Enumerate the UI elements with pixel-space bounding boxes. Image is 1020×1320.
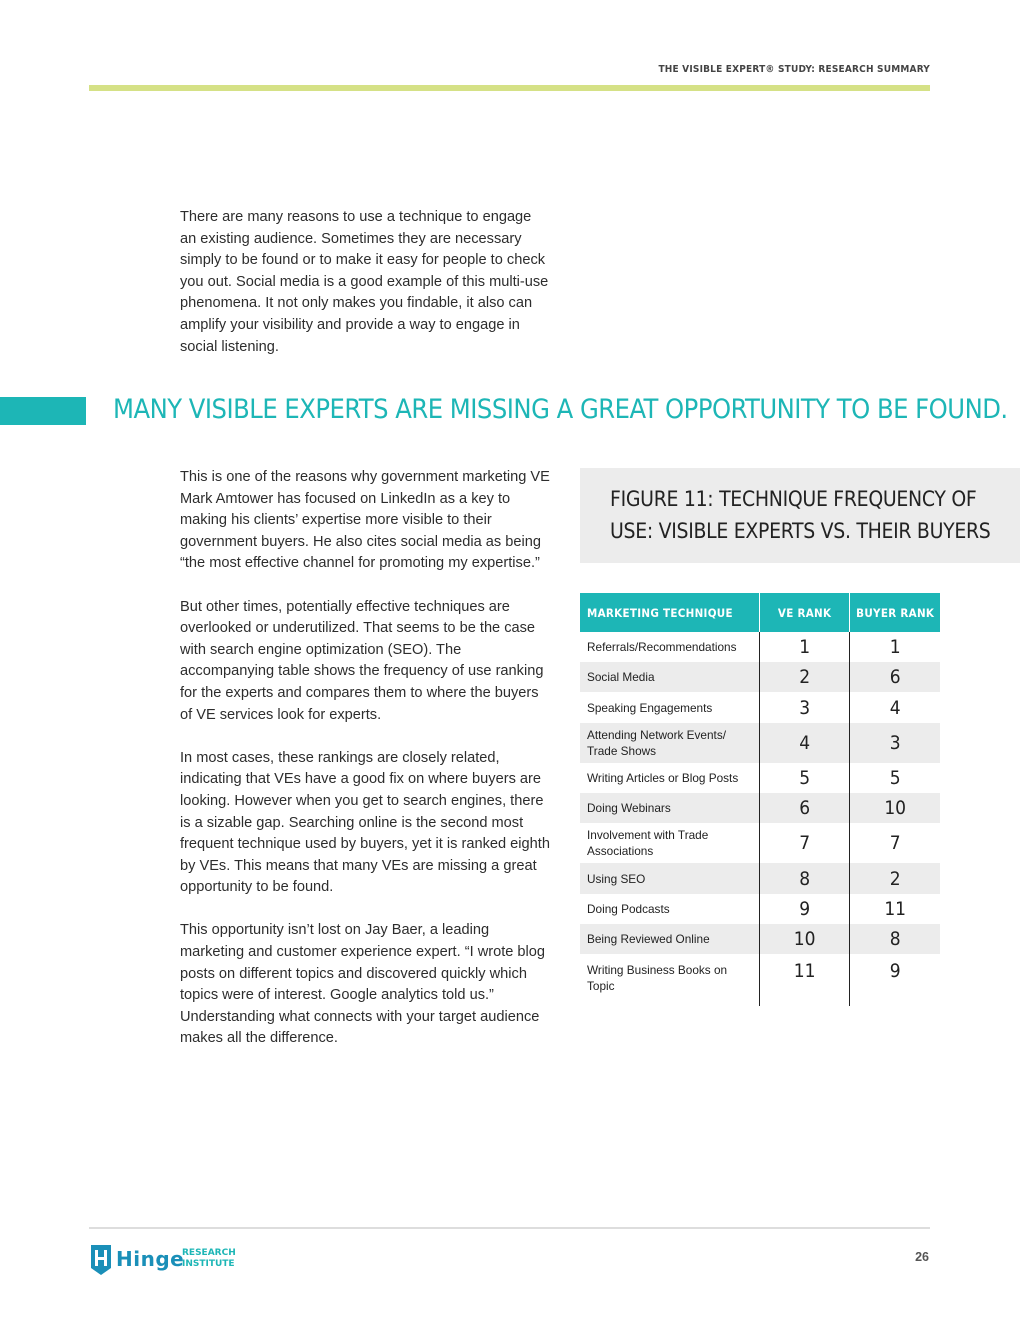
header-rule [89, 85, 930, 91]
technique-cell: Referrals/Recommendations [587, 640, 737, 654]
ve-rank-cell: 5 [759, 763, 850, 793]
technique-cell: Involvement with Trade Associations [587, 828, 709, 858]
technique-cell: Being Reviewed Online [580, 924, 759, 954]
technique-cell: Doing Podcasts [587, 902, 670, 916]
footer-rule [89, 1227, 930, 1229]
buyer-rank-cell: 10 [850, 793, 940, 823]
figure-title: FIGURE 11: TECHNIQUE FREQUENCY OF USE: VISIBLE EXPERTS VS. THEIR BUYERS [610, 487, 991, 543]
intro-paragraph: There are many reasons to use a technique to engage an existing audience. Sometimes they are necessary simply to be found or to make it easy for people to check you out. Social media is a good example of this multi-use phenomena. It not only makes you findable, it also can amplify your visibility and provide a way to engage in social listening. [180, 209, 549, 355]
buyer-rank-cell: 11 [850, 894, 940, 924]
technique-cell: Writing Business Books on Topic [587, 963, 728, 993]
ve-rank-cell: 4 [759, 723, 850, 763]
technique-cell: Writing Articles or Blog Posts [587, 771, 739, 785]
heading-accent-bar [0, 397, 86, 425]
buyer-rank-cell: 1 [850, 632, 940, 662]
ve-rank-cell: 7 [759, 823, 850, 863]
table-row [580, 894, 940, 924]
logo-subtitle-line: RESEARCH [182, 1248, 236, 1258]
hinge-shield-icon [90, 1244, 112, 1276]
table-row [580, 763, 940, 793]
body-paragraph: But other times, potentially effective techniques are overlooked or underutilized. That seems to be the case with search engine optimization (SEO). The accompanying table shows the frequency of use ranking for the experts and compares them to where the buyers of VE services look for experts. [180, 598, 544, 723]
ve-rank-cell: 8 [759, 863, 850, 894]
running-header: THE VISIBLE EXPERT® STUDY: RESEARCH SUMMARY [658, 64, 930, 75]
logo-subtitle-line: INSTITUTE [182, 1259, 235, 1269]
column-header-technique: MARKETING TECHNIQUE [580, 593, 759, 632]
ve-rank-cell: 6 [759, 793, 850, 823]
column-header-buyer-rank: BUYER RANK [850, 593, 940, 632]
ve-rank-cell: 9 [759, 894, 850, 924]
buyer-rank-cell: 3 [850, 723, 940, 763]
table-row [580, 793, 940, 823]
figure-title-box [580, 468, 1020, 563]
technique-cell: Attending Network Events/ Trade Shows [580, 723, 759, 763]
body-paragraph: This opportunity isn’t lost on Jay Baer, a leading marketing and customer experience expert. “I wrote blog posts on different topics and discovered quickly which topics were of interest. Google analytics told us.” Understanding what connects with your target audience makes all the difference. [180, 922, 546, 1047]
buyer-rank-cell: 5 [850, 763, 940, 793]
section-heading: MANY VISIBLE EXPERTS ARE MISSING A GREAT OPPORTUNITY TO BE FOUND. [113, 394, 1008, 425]
body-paragraph: In most cases, these rankings are closely related, indicating that VEs have a good fix on where buyers are looking. However when you get to search engines, there is a sizable gap. Searching online is the second most frequent technique used by buyers, yet it is ranked eighth by VEs. This means that many VEs are missing a great opportunity to be found. [180, 749, 550, 896]
table-row [580, 662, 940, 692]
technique-cell: Social Media [580, 662, 759, 692]
technique-cell: Speaking Engagements [587, 700, 713, 715]
ve-rank-cell: 3 [759, 692, 850, 723]
buyer-rank-cell: 7 [850, 823, 940, 863]
table-row [580, 632, 940, 662]
table-row [580, 692, 940, 723]
body-column [180, 467, 550, 1072]
ve-rank-cell: 10 [759, 924, 850, 954]
table-row [580, 723, 940, 763]
ve-rank-cell: 2 [759, 662, 850, 692]
table-row [580, 863, 940, 894]
table-row [580, 924, 940, 954]
ranking-table [580, 593, 940, 1006]
table-header-row [580, 593, 940, 632]
ve-rank-cell: 1 [759, 632, 850, 662]
column-header-ve-rank: VE RANK [759, 593, 850, 632]
technique-cell: Doing Webinars [580, 793, 759, 823]
technique-cell: Using SEO [580, 863, 759, 894]
ve-rank-cell: 11 [759, 954, 850, 1006]
buyer-rank-cell: 4 [850, 692, 940, 723]
table-row [580, 823, 940, 863]
body-paragraph: This is one of the reasons why government marketing VE Mark Amtower has focused on LinkedIn as a key to making his clients’ expertise more visible to their government buyers. He also cites social media as being “the most effective channel for promoting my expertise.” [180, 469, 550, 572]
buyer-rank-cell: 6 [850, 662, 940, 692]
logo-wordmark: Hinge [116, 1247, 185, 1271]
page-number: 26 [915, 1250, 929, 1264]
buyer-rank-cell: 2 [850, 863, 940, 894]
buyer-rank-cell: 9 [850, 954, 940, 1006]
table-row [580, 954, 940, 1006]
buyer-rank-cell: 8 [850, 924, 940, 954]
logo-subtitle [182, 1248, 242, 1270]
